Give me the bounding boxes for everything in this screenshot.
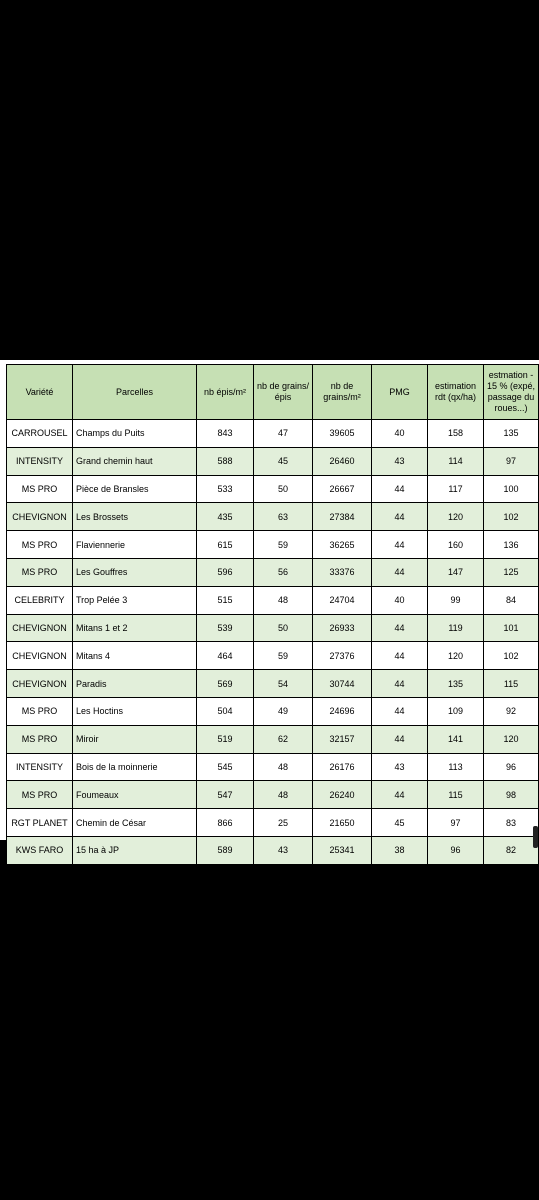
table-cell: 44 bbox=[372, 531, 428, 559]
table-cell: 26933 bbox=[313, 614, 372, 642]
header-estimation-rdt: estimation rdt (qx/ha) bbox=[428, 365, 484, 420]
table-cell: MS PRO bbox=[7, 697, 73, 725]
table-cell: MS PRO bbox=[7, 531, 73, 559]
table-row bbox=[7, 503, 539, 531]
table-cell: 45 bbox=[254, 447, 313, 475]
table-cell: CHEVIGNON bbox=[7, 503, 73, 531]
table-cell: Foumeaux bbox=[73, 781, 197, 809]
spreadsheet-image bbox=[0, 360, 539, 856]
table-cell: MS PRO bbox=[7, 781, 73, 809]
table-cell: 504 bbox=[197, 697, 254, 725]
header-pmg: PMG bbox=[372, 365, 428, 420]
table-row bbox=[7, 697, 539, 725]
table-cell: 866 bbox=[197, 809, 254, 837]
header-nb-grains-epis: nb de grains/épis bbox=[254, 365, 313, 420]
table-cell: Les Hoctins bbox=[73, 697, 197, 725]
table-cell: 24704 bbox=[313, 586, 372, 614]
table-cell: 615 bbox=[197, 531, 254, 559]
table-row bbox=[7, 725, 539, 753]
table-cell: 117 bbox=[428, 475, 484, 503]
table-cell: 44 bbox=[372, 725, 428, 753]
table-cell: Trop Pelée 3 bbox=[73, 586, 197, 614]
table-row bbox=[7, 670, 539, 698]
table-row bbox=[7, 420, 539, 448]
table-cell: 114 bbox=[428, 447, 484, 475]
table-cell: INTENSITY bbox=[7, 447, 73, 475]
table-cell: 26460 bbox=[313, 447, 372, 475]
table-cell: 119 bbox=[428, 614, 484, 642]
table-row bbox=[7, 531, 539, 559]
table-cell: 24696 bbox=[313, 697, 372, 725]
table-cell: 15 ha à JP bbox=[73, 836, 197, 864]
table-cell: 49 bbox=[254, 697, 313, 725]
table-cell: 109 bbox=[428, 697, 484, 725]
table-cell: 147 bbox=[428, 558, 484, 586]
table-cell: 135 bbox=[428, 670, 484, 698]
table-cell: CARROUSEL bbox=[7, 420, 73, 448]
table-cell: 33376 bbox=[313, 558, 372, 586]
table-cell: KWS FARO bbox=[7, 836, 73, 864]
table-cell: 519 bbox=[197, 725, 254, 753]
table-cell: 30744 bbox=[313, 670, 372, 698]
table-cell: 32157 bbox=[313, 725, 372, 753]
table-cell: 83 bbox=[484, 809, 539, 837]
table-cell: 102 bbox=[484, 642, 539, 670]
table-body bbox=[7, 420, 539, 865]
table-row bbox=[7, 475, 539, 503]
table-cell: 36265 bbox=[313, 531, 372, 559]
table-cell: MS PRO bbox=[7, 475, 73, 503]
table-cell: 48 bbox=[254, 781, 313, 809]
yield-table bbox=[6, 364, 539, 865]
table-cell: 25 bbox=[254, 809, 313, 837]
table-cell: 515 bbox=[197, 586, 254, 614]
header-nb-epis: nb épis/m² bbox=[197, 365, 254, 420]
table-cell: MS PRO bbox=[7, 725, 73, 753]
table-cell: Mitans 4 bbox=[73, 642, 197, 670]
table-cell: 99 bbox=[428, 586, 484, 614]
table-cell: 533 bbox=[197, 475, 254, 503]
table-cell: 464 bbox=[197, 642, 254, 670]
table-cell: 26240 bbox=[313, 781, 372, 809]
table-row bbox=[7, 447, 539, 475]
table-cell: 96 bbox=[428, 836, 484, 864]
table-cell: 98 bbox=[484, 781, 539, 809]
table-cell: CHEVIGNON bbox=[7, 642, 73, 670]
scrollbar[interactable] bbox=[533, 826, 538, 848]
table-cell: 102 bbox=[484, 503, 539, 531]
table-cell: 54 bbox=[254, 670, 313, 698]
table-cell: 40 bbox=[372, 420, 428, 448]
table-row bbox=[7, 781, 539, 809]
table-cell: 26667 bbox=[313, 475, 372, 503]
table-cell: 45 bbox=[372, 809, 428, 837]
table-cell: 44 bbox=[372, 781, 428, 809]
table-cell: 435 bbox=[197, 503, 254, 531]
table-cell: 48 bbox=[254, 753, 313, 781]
table-cell: 96 bbox=[484, 753, 539, 781]
table-cell: 547 bbox=[197, 781, 254, 809]
table-cell: 135 bbox=[484, 420, 539, 448]
table-cell: 596 bbox=[197, 558, 254, 586]
table-cell: 48 bbox=[254, 586, 313, 614]
table-cell: 120 bbox=[428, 503, 484, 531]
table-cell: INTENSITY bbox=[7, 753, 73, 781]
table-row bbox=[7, 753, 539, 781]
table-cell: CHEVIGNON bbox=[7, 670, 73, 698]
table-cell: CHEVIGNON bbox=[7, 614, 73, 642]
table-cell: 44 bbox=[372, 475, 428, 503]
table-cell: 59 bbox=[254, 642, 313, 670]
table-cell: 40 bbox=[372, 586, 428, 614]
table-cell: Les Gouffres bbox=[73, 558, 197, 586]
table-cell: 47 bbox=[254, 420, 313, 448]
header-parcelles: Parcelles bbox=[73, 365, 197, 420]
table-cell: 44 bbox=[372, 558, 428, 586]
table-cell: 120 bbox=[484, 725, 539, 753]
table-cell: 44 bbox=[372, 697, 428, 725]
table-cell: 21650 bbox=[313, 809, 372, 837]
table-cell: 56 bbox=[254, 558, 313, 586]
table-cell: Mitans 1 et 2 bbox=[73, 614, 197, 642]
table-cell: 569 bbox=[197, 670, 254, 698]
table-row bbox=[7, 586, 539, 614]
table-cell: Bois de la moinnerie bbox=[73, 753, 197, 781]
table-cell: Chemin de César bbox=[73, 809, 197, 837]
table-cell: 25341 bbox=[313, 836, 372, 864]
table-cell: 113 bbox=[428, 753, 484, 781]
table-cell: 44 bbox=[372, 670, 428, 698]
table-cell: 92 bbox=[484, 697, 539, 725]
table-cell: 27384 bbox=[313, 503, 372, 531]
table-cell: 43 bbox=[372, 753, 428, 781]
table-cell: RGT PLANET bbox=[7, 809, 73, 837]
table-cell: 115 bbox=[484, 670, 539, 698]
table-cell: 115 bbox=[428, 781, 484, 809]
table-cell: 44 bbox=[372, 503, 428, 531]
table-row bbox=[7, 642, 539, 670]
table-cell: 589 bbox=[197, 836, 254, 864]
table-cell: 160 bbox=[428, 531, 484, 559]
table-cell: 136 bbox=[484, 531, 539, 559]
table-cell: 27376 bbox=[313, 642, 372, 670]
table-cell: 120 bbox=[428, 642, 484, 670]
table-cell: 50 bbox=[254, 475, 313, 503]
table-cell: Pièce de Bransles bbox=[73, 475, 197, 503]
table-cell: Paradis bbox=[73, 670, 197, 698]
table-cell: 141 bbox=[428, 725, 484, 753]
table-cell: 101 bbox=[484, 614, 539, 642]
table-cell: 100 bbox=[484, 475, 539, 503]
table-cell: 588 bbox=[197, 447, 254, 475]
table-cell: 63 bbox=[254, 503, 313, 531]
table-cell: 97 bbox=[484, 447, 539, 475]
table-cell: 44 bbox=[372, 642, 428, 670]
table-cell: Les Brossets bbox=[73, 503, 197, 531]
table-cell: 43 bbox=[254, 836, 313, 864]
table-cell: 125 bbox=[484, 558, 539, 586]
table-cell: MS PRO bbox=[7, 558, 73, 586]
table-row bbox=[7, 809, 539, 837]
table-cell: 158 bbox=[428, 420, 484, 448]
table-cell: 97 bbox=[428, 809, 484, 837]
table-cell: CELEBRITY bbox=[7, 586, 73, 614]
table-cell: Champs du Puits bbox=[73, 420, 197, 448]
table-cell: 38 bbox=[372, 836, 428, 864]
table-cell: 82 bbox=[484, 836, 539, 864]
table-cell: 539 bbox=[197, 614, 254, 642]
header-variete: Variété bbox=[7, 365, 73, 420]
table-row bbox=[7, 558, 539, 586]
header-row bbox=[7, 365, 539, 420]
table-cell: 26176 bbox=[313, 753, 372, 781]
table-cell: 62 bbox=[254, 725, 313, 753]
table-cell: 843 bbox=[197, 420, 254, 448]
table-cell: 84 bbox=[484, 586, 539, 614]
header-nb-grains-m2: nb de grains/m² bbox=[313, 365, 372, 420]
table-cell: 59 bbox=[254, 531, 313, 559]
table-row bbox=[7, 614, 539, 642]
table-cell: 43 bbox=[372, 447, 428, 475]
table-cell: 545 bbox=[197, 753, 254, 781]
table-cell: Miroir bbox=[73, 725, 197, 753]
table-cell: 44 bbox=[372, 614, 428, 642]
table-cell: 39605 bbox=[313, 420, 372, 448]
table-cell: 50 bbox=[254, 614, 313, 642]
table-cell: Grand chemin haut bbox=[73, 447, 197, 475]
table-cell: Flaviennerie bbox=[73, 531, 197, 559]
table-row bbox=[7, 836, 539, 864]
header-estimation-15: estmation - 15 % (expé, passage du roues...) bbox=[484, 365, 539, 420]
